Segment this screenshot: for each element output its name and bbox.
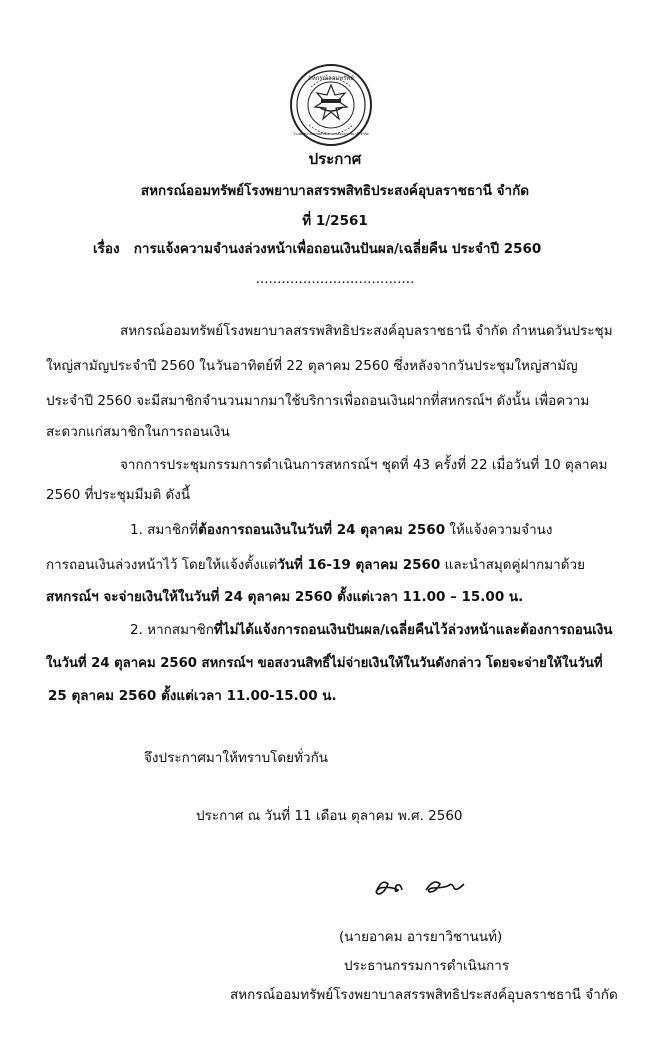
cooperative-seal-icon: [289, 63, 373, 147]
item-2-line-1: [130, 621, 613, 639]
closing-statement: จึงประกาศมาให้ทราบโดยทั่วกัน: [144, 750, 328, 766]
signature-image: [368, 872, 478, 902]
paragraph-1-line-2: ใหญ่สามัญประจำปี 2560 ในวันอาทิตย์ที่ 22 ตุลาคม 2560 ซึ่งหลังจากวันประชุมใหญ่สามัญ: [46, 358, 578, 374]
subject-label: เรื่อง: [93, 241, 120, 257]
separator: .....................................: [255, 271, 415, 287]
announcement-date: ประกาศ ณ วันที่ 11 เดือน ตุลาคม พ.ศ. 2560: [196, 808, 463, 824]
organization-name: สหกรณ์ออมทรัพย์โรงพยาบาลสรรพสิทธิประสงค์อุบลราชธานี จำกัด: [140, 183, 530, 199]
seal-bottom-text: โรงพยาบาลสรรพสิทธิประสงค์อุบลราชธานี จำกัด: [293, 132, 369, 136]
signatory-organization: สหกรณ์ออมทรัพย์โรงพยาบาลสรรพสิทธิประสงค์อุบลราชธานี จำกัด: [230, 987, 618, 1003]
paragraph-1-line-4: สะดวกแก่สมาชิกในการถอนเงิน: [46, 424, 230, 440]
item-1-emphasis: ต้องการถอนเงินในวันที่ 24 ตุลาคม 2560: [198, 522, 446, 538]
item-1-intro: 1. สมาชิกที่: [130, 522, 199, 538]
seal-top-text: สหกรณ์ออมทรัพย์: [308, 75, 354, 82]
paragraph-1-line-1: สหกรณ์ออมทรัพย์โรงพยาบาลสรรพสิทธิประสงค์อุบลราชธานี จำกัด กำหนดวันประชุม: [120, 323, 613, 339]
paragraph-1-line-3: ประจำปี 2560 จะมีสมาชิกจำนวนมากมาใช้บริการเพื่อถอนเงินฝากที่สหกรณ์ฯ ดังนั้น เพื่อความ: [46, 393, 590, 409]
item-2-line-3: 25 ตุลาคม 2560 ตั้งแต่เวลา 11.00-15.00 น.: [48, 688, 337, 704]
signatory-position: ประธานกรรมการดำเนินการ: [344, 958, 510, 974]
item-2-emphasis: ที่ไม่ได้แจ้งการถอนเงินปันผล/เฉลี่ยคืนไว้ล่วงหน้าและต้องการถอนเงิน: [213, 622, 613, 638]
announcement-title: ประกาศ: [308, 150, 362, 168]
item-1-line-1: [130, 521, 553, 539]
paragraph-2-line-1: จากการประชุมกรรมการดำเนินการสหกรณ์ฯ ชุดที่ 43 ครั้งที่ 22 เมื่อวันที่ 10 ตุลาคม: [120, 457, 608, 473]
subject-text: การแจ้งความจำนงล่วงหน้าเพื่อถอนเงินปันผล/เฉลี่ยคืน ประจำปี 2560: [133, 241, 542, 257]
signatory-name: (นายอาคม อารยาวิชานนท์): [339, 929, 503, 945]
announcement-number: ที่ 1/2561: [302, 213, 368, 229]
paragraph-2-line-2: 2560 ที่ประชุมมีมติ ดังนี้: [46, 487, 191, 503]
item-1-line-3: สหกรณ์ฯ จะจ่ายเงินให้ในวันที่ 24 ตุลาคม 2560 ตั้งแต่เวลา 11.00 – 15.00 น.: [46, 589, 524, 605]
item-2-intro: 2. หากสมาชิก: [130, 622, 214, 638]
item-1-tail: ให้แจ้งความจำนง: [445, 522, 553, 538]
item-1-line-2-tail: และนำสมุดคู่ฝากมาด้วย: [440, 557, 585, 573]
item-1-date-range: วันที่ 16-19 ตุลาคม 2560: [277, 557, 441, 573]
item-2-line-2: ในวันที่ 24 ตุลาคม 2560 สหกรณ์ฯ ขอสงวนสิทธิ์ไม่จ่ายเงินให้ในวันดังกล่าว โดยจะจ่ายให้ในวันที่: [46, 656, 603, 671]
item-1-line-2-intro: การถอนเงินล่วงหน้าไว้ โดยให้แจ้งตั้งแต่: [46, 557, 278, 573]
item-1-line-2: [46, 556, 585, 574]
subject-line: [93, 240, 541, 258]
